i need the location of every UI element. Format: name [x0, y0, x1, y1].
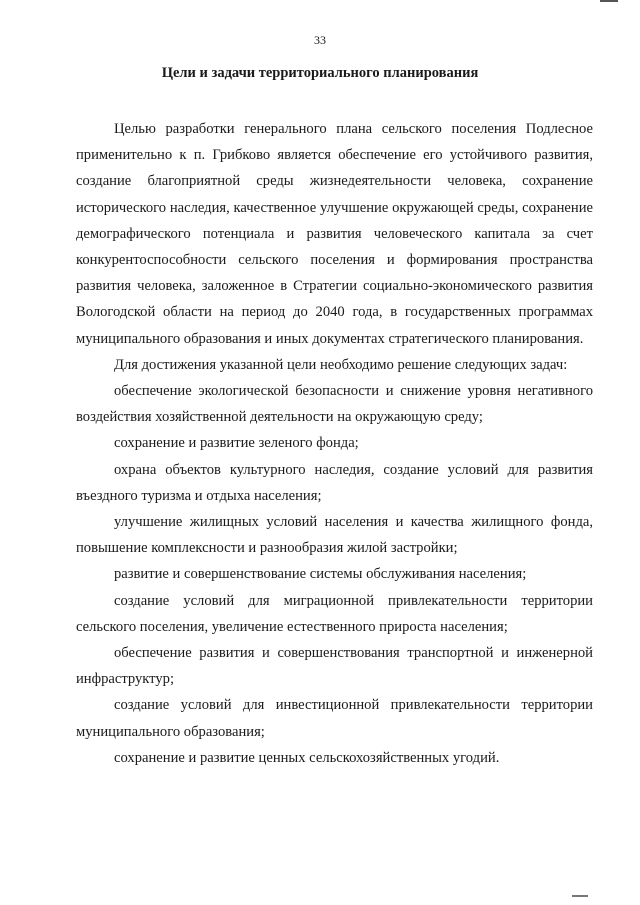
task-item: охрана объектов культурного наследия, создание условий для развития въездного туризма и отдыха населения; [76, 461, 593, 504]
scan-artifact-mark [600, 0, 618, 2]
task-item: создание условий для миграционной привлекательности территории сельского поселения, увеличение естественного прироста населения; [76, 592, 593, 635]
task-item: сохранение и развитие ценных сельскохозяйственных угодий. [114, 749, 500, 766]
task-item: обеспечение развития и совершенствования транспортной и инженерной инфраструктур; [76, 645, 593, 688]
scan-artifact-mark [572, 895, 588, 897]
body-text [76, 116, 593, 771]
paragraph-tasks-intro: Для достижения указанной цели необходимо решение следующих задач: [114, 356, 568, 373]
task-item: создание условий для инвестиционной привлекательности территории муниципального образования; [76, 697, 593, 740]
task-item: улучшение жилищных условий населения и качества жилищного фонда, повышение комплексности и разнообразия жилой застройки; [76, 514, 593, 557]
section-title: Цели и задачи территориального планирования [161, 65, 479, 81]
task-item: обеспечение экологической безопасности и снижение уровня негативного воздействия хозяйственной деятельности на окружающую среду; [76, 383, 593, 426]
task-item: развитие и совершенствование системы обслуживания населения; [114, 566, 527, 583]
paragraph-goal: Целью разработки генерального плана сельского поселения Подлесное применительно к п. Грибково является обеспечение его устойчивого развития, создание благоприятной среды жизнедеятельности человека, сохранение исторического наследия, качественное улучшение окружающей среды, сохранение демографического потенциала и развития человеческого капитала за счет конкурентоспособности сельского поселения и формирования пространства развития человека, заложенное в Стратегии социально-экономического развития Вологодской области на период до 2040 года, в государственных программах муниципального образования и иных документах стратегического планирования. [76, 121, 593, 347]
task-item: сохранение и развитие зеленого фонда; [114, 435, 359, 452]
page-number: 33 [314, 33, 326, 47]
